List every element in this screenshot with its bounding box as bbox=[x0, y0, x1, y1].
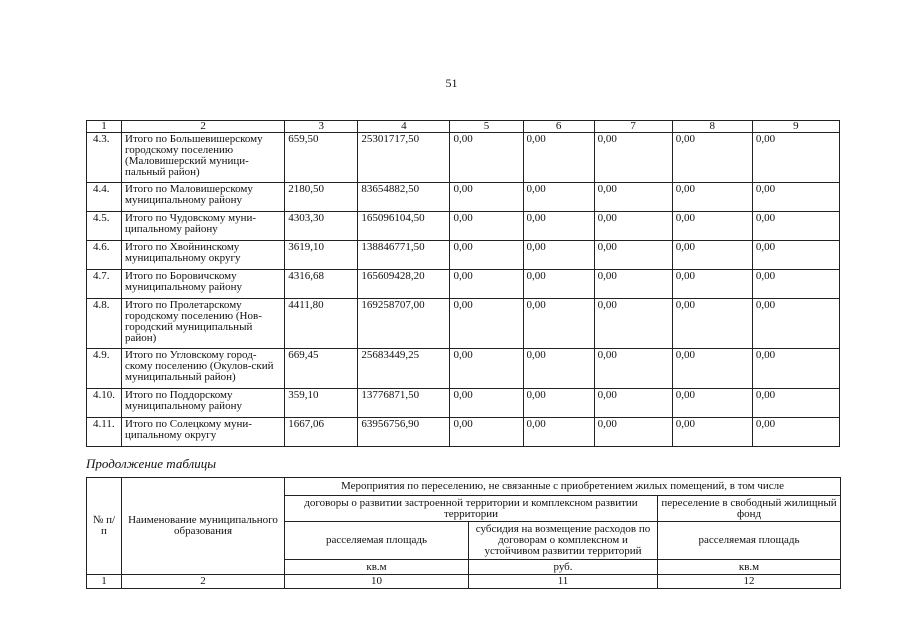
header-row-number: № п/п bbox=[87, 478, 122, 575]
cell-value: 169258707,00 bbox=[358, 299, 450, 349]
cell-value: 0,00 bbox=[752, 270, 839, 299]
municipality-name: Итого по Чудовскому муни-ципальному району bbox=[122, 212, 285, 241]
unit-11: руб. bbox=[469, 560, 658, 575]
cell-value: 0,00 bbox=[450, 389, 523, 418]
municipality-name: Итого по Угловскому город-скому поселению (Окулов-ский муниципальный район) bbox=[122, 349, 285, 389]
table-row bbox=[87, 212, 840, 241]
header-resettlement-measures: Мероприятия по переселению, не связанные с приобретением жилых помещений, в том числе bbox=[285, 478, 841, 496]
cell-value: 0,00 bbox=[523, 133, 594, 183]
cell-value: 0,00 bbox=[752, 212, 839, 241]
cell-value: 0,00 bbox=[752, 418, 839, 447]
cell-value: 0,00 bbox=[752, 389, 839, 418]
row-number: 4.10. bbox=[87, 389, 122, 418]
cell-value: 0,00 bbox=[752, 133, 839, 183]
cell-value: 63956756,90 bbox=[358, 418, 450, 447]
table-row bbox=[87, 241, 840, 270]
cell-value: 0,00 bbox=[672, 241, 752, 270]
cell-value: 0,00 bbox=[594, 241, 672, 270]
cell-value: 0,00 bbox=[594, 389, 672, 418]
cell-value: 0,00 bbox=[594, 183, 672, 212]
row-number: 4.7. bbox=[87, 270, 122, 299]
cell-value: 2180,50 bbox=[285, 183, 358, 212]
cell-value: 25683449,25 bbox=[358, 349, 450, 389]
col-number-10: 10 bbox=[285, 575, 469, 589]
cell-value: 0,00 bbox=[752, 241, 839, 270]
cell-value: 0,00 bbox=[450, 418, 523, 447]
cell-value: 4303,30 bbox=[285, 212, 358, 241]
municipality-name: Итого по Солецкому муни-ципальному округу bbox=[122, 418, 285, 447]
column-number: 2 bbox=[122, 121, 285, 133]
header-municipality-name: Наименование муниципального образования bbox=[122, 478, 285, 575]
column-number-row bbox=[87, 121, 840, 133]
cell-value: 0,00 bbox=[672, 183, 752, 212]
column-number: 5 bbox=[450, 121, 523, 133]
cell-value: 0,00 bbox=[672, 133, 752, 183]
header-area-12: расселяемая площадь bbox=[658, 522, 841, 560]
cell-value: 165609428,20 bbox=[358, 270, 450, 299]
cell-value: 1667,06 bbox=[285, 418, 358, 447]
unit-10: кв.м bbox=[285, 560, 469, 575]
row-number: 4.11. bbox=[87, 418, 122, 447]
continuation-table-header bbox=[86, 477, 841, 589]
cell-value: 138846771,50 bbox=[358, 241, 450, 270]
cell-value: 0,00 bbox=[672, 418, 752, 447]
header-area-10: расселяемая площадь bbox=[285, 522, 469, 560]
cell-value: 0,00 bbox=[594, 133, 672, 183]
row-number: 4.3. bbox=[87, 133, 122, 183]
table-row bbox=[87, 183, 840, 212]
unit-12: кв.м bbox=[658, 560, 841, 575]
header-free-housing: переселение в свободный жилищный фонд bbox=[658, 496, 841, 522]
cell-value: 0,00 bbox=[450, 183, 523, 212]
table-row bbox=[87, 133, 840, 183]
table-row bbox=[87, 418, 840, 447]
cell-value: 0,00 bbox=[523, 299, 594, 349]
cell-value: 4411,80 bbox=[285, 299, 358, 349]
col-number-12: 12 bbox=[658, 575, 841, 589]
column-number: 7 bbox=[594, 121, 672, 133]
municipality-name: Итого по Маловишерскому муниципальному району bbox=[122, 183, 285, 212]
continuation-label: Продолжение таблицы bbox=[86, 456, 217, 471]
row-number: 4.8. bbox=[87, 299, 122, 349]
cell-value: 0,00 bbox=[450, 349, 523, 389]
row-number: 4.4. bbox=[87, 183, 122, 212]
cell-value: 4316,68 bbox=[285, 270, 358, 299]
cell-value: 359,10 bbox=[285, 389, 358, 418]
municipality-name: Итого по Пролетарскому городскому поселению (Нов-городский муниципальный район) bbox=[122, 299, 285, 349]
cell-value: 0,00 bbox=[752, 299, 839, 349]
cell-value: 0,00 bbox=[672, 212, 752, 241]
municipality-name: Итого по Поддорскому муниципальному району bbox=[122, 389, 285, 418]
cell-value: 0,00 bbox=[672, 270, 752, 299]
col-number-11: 11 bbox=[469, 575, 658, 589]
cell-value: 0,00 bbox=[752, 349, 839, 389]
cell-value: 0,00 bbox=[523, 418, 594, 447]
row-number: 4.6. bbox=[87, 241, 122, 270]
cell-value: 0,00 bbox=[450, 270, 523, 299]
cell-value: 13776871,50 bbox=[358, 389, 450, 418]
cell-value: 0,00 bbox=[672, 389, 752, 418]
table-row bbox=[87, 270, 840, 299]
cell-value: 0,00 bbox=[594, 349, 672, 389]
cell-value: 83654882,50 bbox=[358, 183, 450, 212]
column-number: 1 bbox=[87, 121, 122, 133]
cell-value: 0,00 bbox=[523, 241, 594, 270]
cell-value: 0,00 bbox=[594, 270, 672, 299]
cell-value: 0,00 bbox=[752, 183, 839, 212]
cell-value: 0,00 bbox=[672, 349, 752, 389]
cell-value: 0,00 bbox=[523, 212, 594, 241]
cell-value: 3619,10 bbox=[285, 241, 358, 270]
table-row bbox=[87, 389, 840, 418]
page-number: 51 bbox=[445, 76, 458, 90]
cell-value: 0,00 bbox=[672, 299, 752, 349]
cell-value: 0,00 bbox=[594, 418, 672, 447]
col-number-2: 2 bbox=[122, 575, 285, 589]
column-number: 3 bbox=[285, 121, 358, 133]
cell-value: 0,00 bbox=[450, 299, 523, 349]
table-row bbox=[87, 349, 840, 389]
cell-value: 0,00 bbox=[450, 212, 523, 241]
cell-value: 0,00 bbox=[450, 241, 523, 270]
cell-value: 0,00 bbox=[594, 212, 672, 241]
cell-value: 0,00 bbox=[523, 349, 594, 389]
cell-value: 165096104,50 bbox=[358, 212, 450, 241]
municipality-name: Итого по Хвойнинскому муниципальному округу bbox=[122, 241, 285, 270]
column-number: 8 bbox=[672, 121, 752, 133]
row-number: 4.5. bbox=[87, 212, 122, 241]
column-number: 4 bbox=[358, 121, 450, 133]
col-number-1: 1 bbox=[87, 575, 122, 589]
cell-value: 659,50 bbox=[285, 133, 358, 183]
column-number: 6 bbox=[523, 121, 594, 133]
cell-value: 0,00 bbox=[523, 270, 594, 299]
cell-value: 0,00 bbox=[450, 133, 523, 183]
cell-value: 669,45 bbox=[285, 349, 358, 389]
header-territory-development: договоры о развитии застроенной территории и комплексном развитии территории bbox=[285, 496, 658, 522]
main-table bbox=[86, 120, 840, 447]
municipality-name: Итого по Боровичскому муниципальному району bbox=[122, 270, 285, 299]
cell-value: 0,00 bbox=[523, 389, 594, 418]
row-number: 4.9. bbox=[87, 349, 122, 389]
cell-value: 25301717,50 bbox=[358, 133, 450, 183]
cell-value: 0,00 bbox=[594, 299, 672, 349]
header-subsidy-11: субсидия на возмещение расходов по договорам о комплексном и устойчивом развитии территорий bbox=[469, 522, 658, 560]
column-number: 9 bbox=[752, 121, 839, 133]
table-row bbox=[87, 299, 840, 349]
cell-value: 0,00 bbox=[523, 183, 594, 212]
municipality-name: Итого по Большевишерскому городскому поселению (Маловишерский муници-пальный район) bbox=[122, 133, 285, 183]
